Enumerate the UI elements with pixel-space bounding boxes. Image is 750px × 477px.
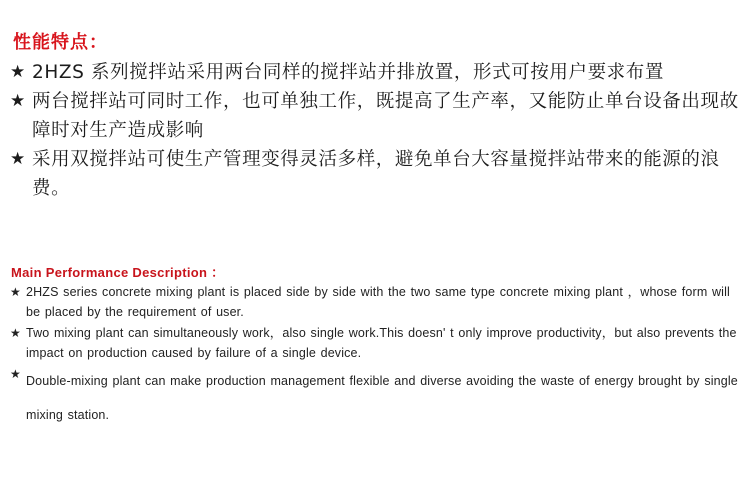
english-list-item bbox=[10, 282, 740, 322]
english-feature-list bbox=[10, 282, 740, 433]
chinese-list-item bbox=[10, 58, 740, 87]
english-item-text: Two mixing plant can simultaneously work，also single work.This doesn' t only improve productivity，but also prevents the impact on production caused by failure of a single device. bbox=[26, 326, 737, 360]
chinese-heading: 性能特点： bbox=[13, 32, 108, 53]
star-bullet-icon: ★ bbox=[10, 91, 26, 111]
english-item-text: Double-mixing plant can make production management flexible and diverse avoiding the waste of energy brought by single mixing station. bbox=[26, 374, 738, 422]
english-list-item bbox=[10, 323, 740, 363]
chinese-feature-list bbox=[10, 58, 740, 203]
english-list-item bbox=[10, 364, 740, 432]
english-item-text: 2HZS series concrete mixing plant is placed side by side with the two same type concrete mixing plant ，whose form will be placed by the requirement of user. bbox=[26, 285, 730, 319]
star-bullet-icon: ★ bbox=[10, 285, 21, 299]
chinese-item-text: 采用双搅拌站可使生产管理变得灵活多样，避免单台大容量搅拌站带来的能源的浪费。 bbox=[32, 149, 720, 199]
star-bullet-icon: ★ bbox=[10, 62, 26, 82]
chinese-list-item bbox=[10, 87, 740, 145]
english-heading: Main Performance Description ： bbox=[11, 265, 225, 280]
star-bullet-icon: ★ bbox=[10, 149, 26, 169]
chinese-list-item bbox=[10, 145, 740, 203]
chinese-item-text: 两台搅拌站可同时工作，也可单独工作，既提高了生产率，又能防止单台设备出现故障时对生产造成影响 bbox=[32, 91, 739, 141]
star-bullet-icon: ★ bbox=[10, 326, 21, 340]
chinese-item-text: 2HZS 系列搅拌站采用两台同样的搅拌站并排放置，形式可按用户要求布置 bbox=[32, 62, 664, 83]
star-bullet-icon: ★ bbox=[10, 367, 21, 381]
